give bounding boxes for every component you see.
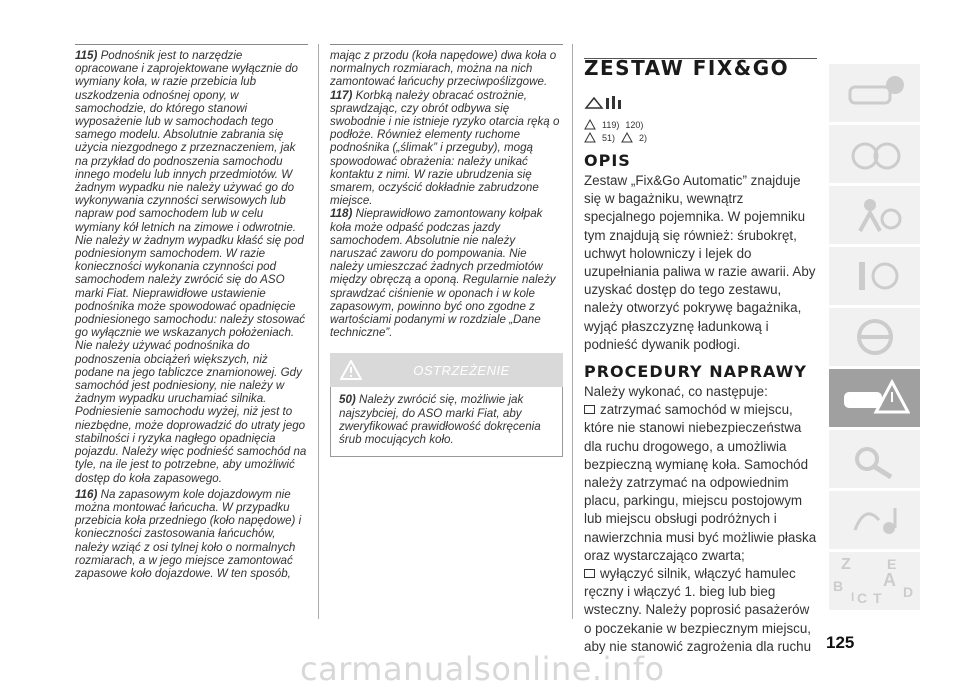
watermark: carmanualsonline.info <box>300 650 665 688</box>
paragraph-116: 116) Na zapasowym kole dojazdowym nie można montować łańcucha. W przypadku przebicia koła przedniego (koło napędowe) i konieczności zastosowania łańcuchów, należy wziąć z osi tylnej koło o normalnych rozmiarach, a w jego miejsce zamontować zapasowe koło dojazdowe. W ten sposób, <box>75 487 302 580</box>
page-number: 125 <box>826 633 855 652</box>
steering-wheel-icon[interactable] <box>829 308 920 366</box>
refs-row-1: 119) 120) <box>584 119 817 130</box>
procedure-intro: Należy wykonać, co następuje: <box>584 384 768 400</box>
warning-title: OSTRZEŻENIE <box>413 363 510 379</box>
procedure-step-2: wyłączyć silnik, włączyć hamulec ręczny i włączyć 1. bieg lub bieg wsteczny. Należy poprosić pasażerów o poczekanie w bezpiecznym miejscu, aby nie stanowić zagrożenia dla ruchu <box>584 566 812 654</box>
car-info-icon[interactable] <box>829 64 920 122</box>
column-divider <box>318 44 319 619</box>
index-letters-icon[interactable]: Z E B A I C T D <box>829 552 920 610</box>
warning-box <box>330 387 563 457</box>
column-3 <box>584 44 817 656</box>
paragraph-115: 115) Podnośnik jest to narzędzie opracowane i zaprojektowane wyłącznie do wymiany koła, w razie przebicia lub uszkodzenia odnośnej opony, w samochodzie, do którego stanowi wyposażenie lub w samochodach tego samego modelu. Absolutnie zabrania się użycia niezgodnego z przeznaczeniem, jak na przykład do podnoszenia samochodu innego modelu lub innych przedmiotów. W żadnym wypadku nie należy używać go do wykonywania czynności serwisowych lub napraw pod samochodem lub w celu wymiany kół letnich na zimowe i odwrotnie. Nie należy w żadnym wypadku kłaść się pod podniesionym samochodem. W razie konieczności wykonania czynności pod samochodem należy zwrócić się do ASO marki Fiat. Nieprawidłowe ustawienie podnośnika może spowodować opadnięcie podniesionego samochodu: należy stosować go wyłącznie we wskazanych położeniach. Nie należy używać podnośnika do podnoszenia obciążeń większych, niż podane na jego tabliczce znamionowej. Gdy samochód jest podniesiony, nie należy w żadnym wypadku uruchamiać silnika. Podniesienie samochodu wyżej, niż jest to niezbędne, może doprowadzić do utraty jego stabilności i ryzyka nagłego opadnięcia pojazdu. Należy więc podnieść samochód na tyle, na ile jest to potrzebne, aby umożliwić dostęp do koła zapasowego. <box>75 49 307 485</box>
checkbox-bullet-icon <box>584 405 595 414</box>
refs-row-2: 51) 2) <box>584 132 817 143</box>
checkbox-bullet-icon <box>584 569 595 578</box>
key-ignition-icon[interactable] <box>829 247 920 305</box>
column-divider <box>572 44 573 619</box>
seatbelt-airbag-icon[interactable] <box>829 186 920 244</box>
chapter-tabs <box>829 64 920 613</box>
paragraph-118: 118) Nieprawidłowo zamontowany kołpak koła może odpaść podczas jazdy samochodem. Absolutnie nie należy naruszać zaworu do pompowania. Nie należy umieszczać żadnych przedmiotów między obręczą a oponą. Regularnie należy sprawdzać ciśnienie w oponach i w kole zapasowym, powinno być ono zgodne z wartościami podanymi w rozdziale „Dane techniczne”. <box>330 207 556 340</box>
paragraph-117: 117) Korbką należy obracać ostrożnie, sprawdzając, czy obrót odbywa się swobodnie i nie istnieje ryzyko otarcia ręką o podłoże. Również elementy ruchome podnośnika („ślimak” i przeguby), mogą spowodować obrażenia: należy unikać kontaktu z nimi. W razie ubrudzenia się smarem, oczyścić dokładnie zabrudzone miejsce. <box>330 88 560 208</box>
warning-header <box>330 353 563 387</box>
dashboard-icon[interactable] <box>829 125 920 183</box>
opis-text: Zestaw „Fix&Go Automatic” znajduje się w bagażniku, wewnątrz specjalnego pojemnika. W pojemniku tym znajdują się również: śrubokręt, uchwyt holowniczy i lejek do uzupełniania paliwa w razie awarii. Aby uzyskać dostęp do tego zestawu, należy otworzyć pokrywę bagażnika, wyjąć płaszczyznę ładunkową i podnieść dywanik podłogi. <box>584 173 816 352</box>
environment-small-icon <box>621 132 633 143</box>
procedure-step-1: zatrzymać samochód w miejscu, które nie stanowi niebezpieczeństwa dla ruchu drogowego, a umożliwia bezpieczną wymianę koła. Samochód należy zatrzymać na odpowiednim placu, parkingu, miejscu postojowym lub miejscu obsługi podróżnych i nawierzchnia musi być możliwie płaska oraz wystarczająco zwarta; <box>584 402 817 563</box>
opis-title: OPIS <box>584 151 631 170</box>
car-warning-icon[interactable] <box>829 369 920 427</box>
section-title: ZESTAW FIX&GO <box>584 56 790 80</box>
column-1 <box>75 44 308 580</box>
multimedia-icon[interactable] <box>829 491 920 549</box>
procedure-title: PROCEDURY NAPRAWY <box>584 362 807 382</box>
paragraph-cont: mając z przodu (koła napędowe) dwa koła o normalnych rozmiarach, można na nich zamontować łańcuchy przeciwpoślizgowe. <box>330 49 557 89</box>
caution-small-icon <box>584 132 596 143</box>
column-2 <box>330 44 563 457</box>
service-tools-icon[interactable] <box>829 430 920 488</box>
warning-small-icon <box>584 119 596 130</box>
fixgo-icon <box>584 94 817 117</box>
warning-text: 50) Należy zwrócić się, możliwie jak najszybciej, do ASO marki Fiat, aby zweryfikować prawidłowość dokręcenia śrub mocujących koło. <box>339 393 541 447</box>
